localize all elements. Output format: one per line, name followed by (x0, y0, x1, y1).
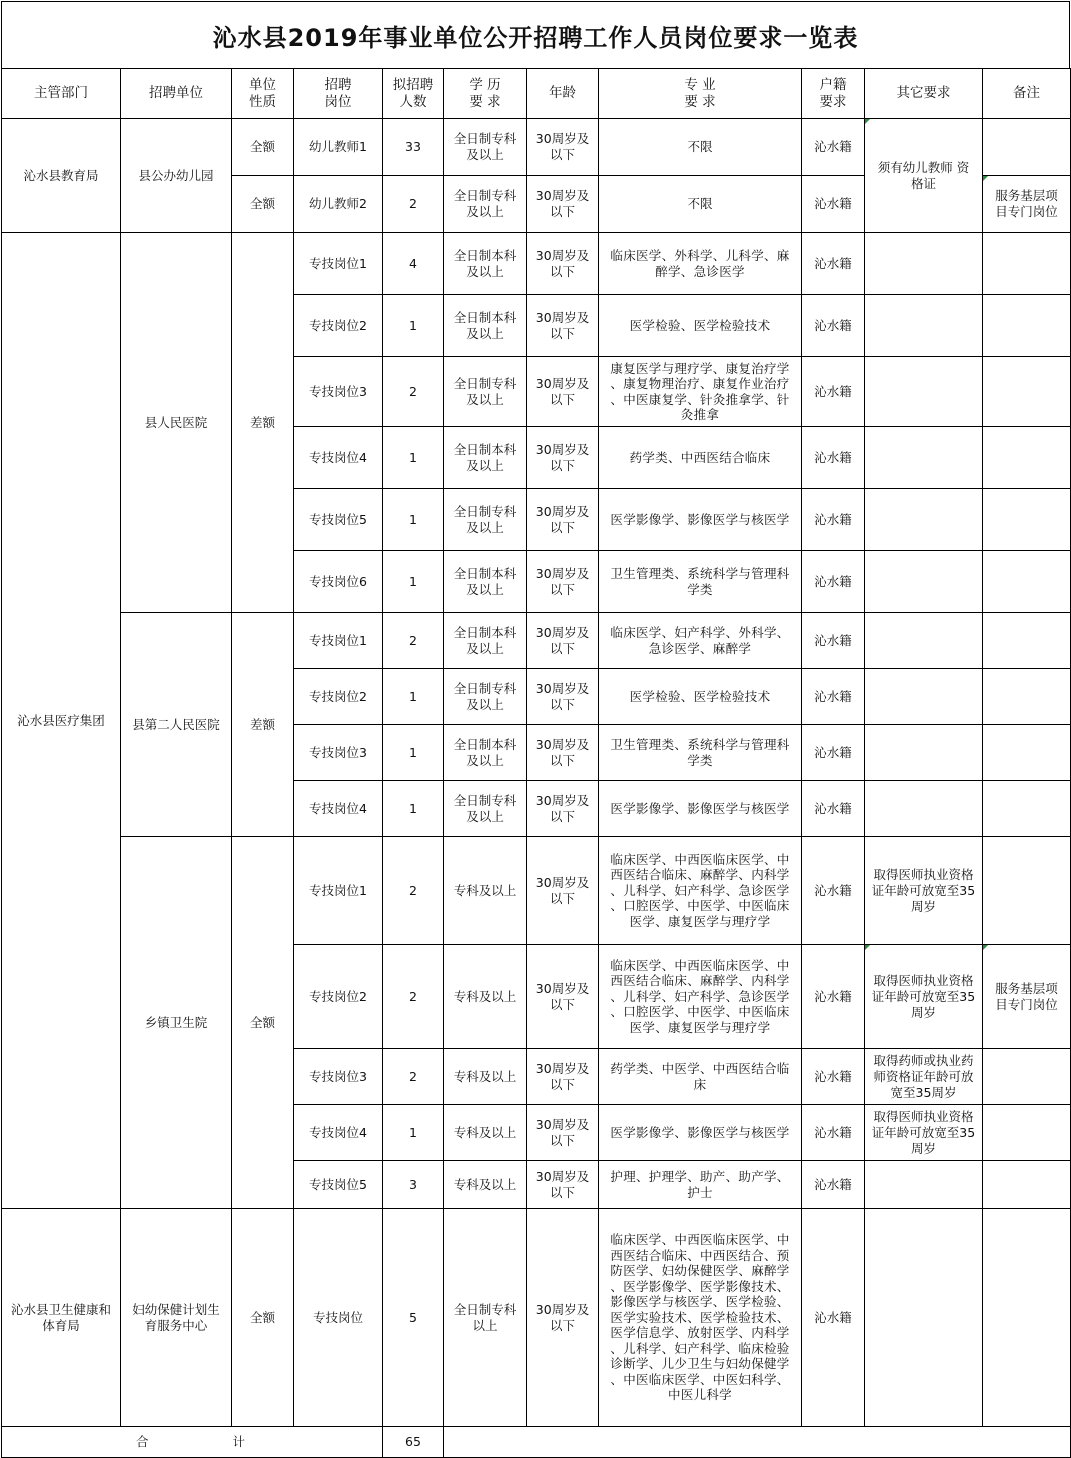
recruitment-table (1, 68, 1071, 1458)
cell-age: 30周岁及 以下 (527, 357, 599, 427)
cell-edu: 全日制专科 及以上 (444, 119, 527, 176)
cell-count: 33 (383, 119, 444, 176)
cell-major: 药学类、中西医结合临床 (599, 427, 802, 489)
cell-other (865, 357, 983, 427)
cell-huji: 沁水籍 (802, 295, 865, 357)
cell-age: 30周岁及 以下 (527, 613, 599, 669)
cell-nature: 差额 (232, 233, 294, 613)
cell-major: 临床医学、中西医临床医学、中 西医结合临床、麻醉学、内科学 、儿科学、妇产科学、急诊医学 、口腔医学、中医学、中医临床 医学、康复医学与理疗学 (599, 945, 802, 1049)
cell-huji: 沁水籍 (802, 1161, 865, 1209)
cell-note (983, 489, 1071, 551)
cell-huji: 沁水籍 (802, 725, 865, 781)
cell-post: 幼儿教师1 (294, 119, 383, 176)
cell-age: 30周岁及 以下 (527, 233, 599, 295)
cell-count: 2 (383, 613, 444, 669)
cell-other: 取得医师执业资格 证年龄可放宽至35 周岁 (865, 837, 983, 945)
total-row (2, 1427, 1071, 1458)
cell-edu: 全日制专科 及以上 (444, 176, 527, 233)
cell-edu: 全日制专科 及以上 (444, 489, 527, 551)
cell-post: 专技岗位1 (294, 613, 383, 669)
cell-other: 取得药师或执业药 师资格证年龄可放 宽至35周岁 (865, 1049, 983, 1105)
cell-other (865, 725, 983, 781)
cell-huji: 沁水籍 (802, 1105, 865, 1161)
cell-huji: 沁水籍 (802, 945, 865, 1049)
cell-other: 取得医师执业资格 证年龄可放宽至35 周岁 (865, 1105, 983, 1161)
table-row (2, 119, 1071, 176)
cell-note (983, 837, 1071, 945)
cell-major: 卫生管理类、系统科学与管理科 学类 (599, 725, 802, 781)
cell-huji: 沁水籍 (802, 176, 865, 233)
header-huji: 户籍 要求 (802, 69, 865, 119)
cell-major: 医学影像学、影像医学与核医学 (599, 1105, 802, 1161)
cell-note (983, 1209, 1071, 1427)
cell-note (983, 233, 1071, 295)
cell-post: 专技岗位3 (294, 1049, 383, 1105)
cell-count: 3 (383, 1161, 444, 1209)
cell-count: 5 (383, 1209, 444, 1427)
cell-huji: 沁水籍 (802, 357, 865, 427)
cell-post: 专技岗位6 (294, 551, 383, 613)
cell-edu: 全日制本科 及以上 (444, 295, 527, 357)
cell-age: 30周岁及 以下 (527, 551, 599, 613)
cell-other (865, 1161, 983, 1209)
cell-other (865, 1209, 983, 1427)
cell-note (983, 725, 1071, 781)
cell-other: 须有幼儿教师 资 格证 (865, 119, 983, 233)
total-count: 65 (383, 1427, 444, 1458)
cell-count: 4 (383, 233, 444, 295)
cell-dept: 沁水县卫生健康和 体育局 (2, 1209, 121, 1427)
cell-huji: 沁水籍 (802, 837, 865, 945)
cell-nature: 全额 (232, 837, 294, 1209)
cell-age: 30周岁及 以下 (527, 176, 599, 233)
cell-count: 2 (383, 837, 444, 945)
cell-note (983, 669, 1071, 725)
cell-post: 专技岗位2 (294, 669, 383, 725)
cell-count: 2 (383, 1049, 444, 1105)
cell-major: 医学影像学、影像医学与核医学 (599, 781, 802, 837)
cell-major: 临床医学、中西医临床医学、中 西医结合临床、中西医结合、预 防医学、妇幼保健医学、麻醉学 、医学影像学、医学影像技术、 影像医学与核医学、医学检验、 医学实验技术、医学检验技术、 医学信息学、放射医学、内科学 、儿科学、妇产科学、临床检验 诊断学、儿少卫生与妇幼保健学 、中医临床医学、中医妇科学、 中医儿科学 (599, 1209, 802, 1427)
cell-post: 专技岗位2 (294, 945, 383, 1049)
cell-edu: 全日制本科 及以上 (444, 551, 527, 613)
cell-note (983, 1105, 1071, 1161)
cell-unit: 县第二人民医院 (121, 613, 232, 837)
cell-other (865, 295, 983, 357)
cell-major: 卫生管理类、系统科学与管理科 学类 (599, 551, 802, 613)
cell-age: 30周岁及 以下 (527, 725, 599, 781)
cell-unit: 妇幼保健计划生 育服务中心 (121, 1209, 232, 1427)
cell-age: 30周岁及 以下 (527, 837, 599, 945)
cell-edu: 全日制专科 及以上 (444, 357, 527, 427)
cell-major: 医学检验、医学检验技术 (599, 295, 802, 357)
cell-huji: 沁水籍 (802, 781, 865, 837)
cell-other (865, 781, 983, 837)
cell-unit: 乡镇卫生院 (121, 837, 232, 1209)
header-nature: 单位 性质 (232, 69, 294, 119)
cell-note: 服务基层项 目专门岗位 (983, 176, 1071, 233)
cell-count: 1 (383, 669, 444, 725)
cell-post: 专技岗位5 (294, 489, 383, 551)
cell-edu: 专科及以上 (444, 1161, 527, 1209)
cell-post: 专技岗位 (294, 1209, 383, 1427)
cell-nature: 差额 (232, 613, 294, 837)
cell-other: 取得医师执业资格 证年龄可放宽至35 周岁 (865, 945, 983, 1049)
header-count: 拟招聘 人数 (383, 69, 444, 119)
cell-major: 医学影像学、影像医学与核医学 (599, 489, 802, 551)
cell-post: 专技岗位3 (294, 725, 383, 781)
cell-dept: 沁水县教育局 (2, 119, 121, 233)
cell-major: 护理、护理学、助产、助产学、 护士 (599, 1161, 802, 1209)
cell-note: 服务基层项 目专门岗位 (983, 945, 1071, 1049)
cell-age: 30周岁及 以下 (527, 119, 599, 176)
header-age: 年龄 (527, 69, 599, 119)
cell-major: 康复医学与理疗学、康复治疗学 、康复物理治疗、康复作业治疗 、中医康复学、针灸推拿学、针 灸推拿 (599, 357, 802, 427)
cell-huji: 沁水籍 (802, 489, 865, 551)
cell-huji: 沁水籍 (802, 119, 865, 176)
cell-note (983, 357, 1071, 427)
cell-unit: 县人民医院 (121, 233, 232, 613)
cell-edu: 全日制本科 及以上 (444, 233, 527, 295)
cell-huji: 沁水籍 (802, 669, 865, 725)
cell-edu: 专科及以上 (444, 945, 527, 1049)
header-other: 其它要求 (865, 69, 983, 119)
cell-edu: 专科及以上 (444, 837, 527, 945)
table-row (2, 233, 1071, 295)
cell-age: 30周岁及 以下 (527, 1105, 599, 1161)
cell-note (983, 781, 1071, 837)
cell-count: 1 (383, 781, 444, 837)
cell-other (865, 613, 983, 669)
cell-edu: 专科及以上 (444, 1105, 527, 1161)
cell-nature: 全额 (232, 176, 294, 233)
cell-count: 2 (383, 945, 444, 1049)
cell-other (865, 669, 983, 725)
header-edu: 学 历 要 求 (444, 69, 527, 119)
cell-edu: 全日制本科 及以上 (444, 613, 527, 669)
cell-count: 1 (383, 295, 444, 357)
cell-dept: 沁水县医疗集团 (2, 233, 121, 1209)
cell-post: 专技岗位1 (294, 233, 383, 295)
cell-age: 30周岁及 以下 (527, 1049, 599, 1105)
cell-major: 医学检验、医学检验技术 (599, 669, 802, 725)
cell-note (983, 551, 1071, 613)
cell-huji: 沁水籍 (802, 551, 865, 613)
table-row (2, 1209, 1071, 1427)
cell-edu: 全日制专科 及以上 (444, 781, 527, 837)
cell-note (983, 295, 1071, 357)
cell-nature: 全额 (232, 1209, 294, 1427)
cell-age: 30周岁及 以下 (527, 945, 599, 1049)
cell-edu: 全日制专科 及以上 (444, 669, 527, 725)
cell-unit: 县公办幼儿园 (121, 119, 232, 233)
cell-age: 30周岁及 以下 (527, 781, 599, 837)
cell-count: 2 (383, 176, 444, 233)
cell-note (983, 1161, 1071, 1209)
page-title: 沁水县2019年事业单位公开招聘工作人员岗位要求一览表 (1, 1, 1070, 68)
cell-age: 30周岁及 以下 (527, 1161, 599, 1209)
cell-other (865, 489, 983, 551)
header-note: 备注 (983, 69, 1071, 119)
cell-age: 30周岁及 以下 (527, 1209, 599, 1427)
cell-note (983, 613, 1071, 669)
cell-post: 专技岗位2 (294, 295, 383, 357)
cell-count: 1 (383, 427, 444, 489)
cell-age: 30周岁及 以下 (527, 489, 599, 551)
cell-post: 专技岗位4 (294, 1105, 383, 1161)
cell-major: 药学类、中医学、中西医结合临 床 (599, 1049, 802, 1105)
cell-post: 幼儿教师2 (294, 176, 383, 233)
cell-other (865, 233, 983, 295)
cell-major: 临床医学、外科学、儿科学、麻 醉学、急诊医学 (599, 233, 802, 295)
cell-count: 1 (383, 489, 444, 551)
cell-huji: 沁水籍 (802, 613, 865, 669)
cell-major: 不限 (599, 119, 802, 176)
table-row (2, 613, 1071, 669)
cell-note (983, 427, 1071, 489)
cell-edu: 专科及以上 (444, 1049, 527, 1105)
header-major: 专 业 要 求 (599, 69, 802, 119)
header-row (2, 69, 1071, 119)
table-row (2, 837, 1071, 945)
cell-note (983, 1049, 1071, 1105)
total-blank (444, 1427, 1071, 1458)
cell-age: 30周岁及 以下 (527, 669, 599, 725)
cell-post: 专技岗位4 (294, 427, 383, 489)
cell-major: 临床医学、中西医临床医学、中 西医结合临床、麻醉学、内科学 、儿科学、妇产科学、急诊医学 、口腔医学、中医学、中医临床 医学、康复医学与理疗学 (599, 837, 802, 945)
header-dept: 主管部门 (2, 69, 121, 119)
cell-other (865, 427, 983, 489)
cell-age: 30周岁及 以下 (527, 427, 599, 489)
cell-post: 专技岗位3 (294, 357, 383, 427)
cell-age: 30周岁及 以下 (527, 295, 599, 357)
cell-other (865, 551, 983, 613)
cell-post: 专技岗位4 (294, 781, 383, 837)
cell-count: 1 (383, 725, 444, 781)
cell-major: 不限 (599, 176, 802, 233)
cell-edu: 全日制专科 以上 (444, 1209, 527, 1427)
cell-nature: 全额 (232, 119, 294, 176)
cell-huji: 沁水籍 (802, 233, 865, 295)
cell-huji: 沁水籍 (802, 1049, 865, 1105)
cell-major: 临床医学、妇产科学、外科学、 急诊医学、麻醉学 (599, 613, 802, 669)
header-post: 招聘 岗位 (294, 69, 383, 119)
cell-edu: 全日制本科 及以上 (444, 725, 527, 781)
cell-post: 专技岗位1 (294, 837, 383, 945)
cell-huji: 沁水籍 (802, 427, 865, 489)
total-label: 合 计 (2, 1427, 383, 1458)
cell-huji: 沁水籍 (802, 1209, 865, 1427)
cell-edu: 全日制本科 及以上 (444, 427, 527, 489)
cell-post: 专技岗位5 (294, 1161, 383, 1209)
cell-note (983, 119, 1071, 176)
cell-count: 2 (383, 357, 444, 427)
header-unit: 招聘单位 (121, 69, 232, 119)
cell-count: 1 (383, 1105, 444, 1161)
cell-count: 1 (383, 551, 444, 613)
